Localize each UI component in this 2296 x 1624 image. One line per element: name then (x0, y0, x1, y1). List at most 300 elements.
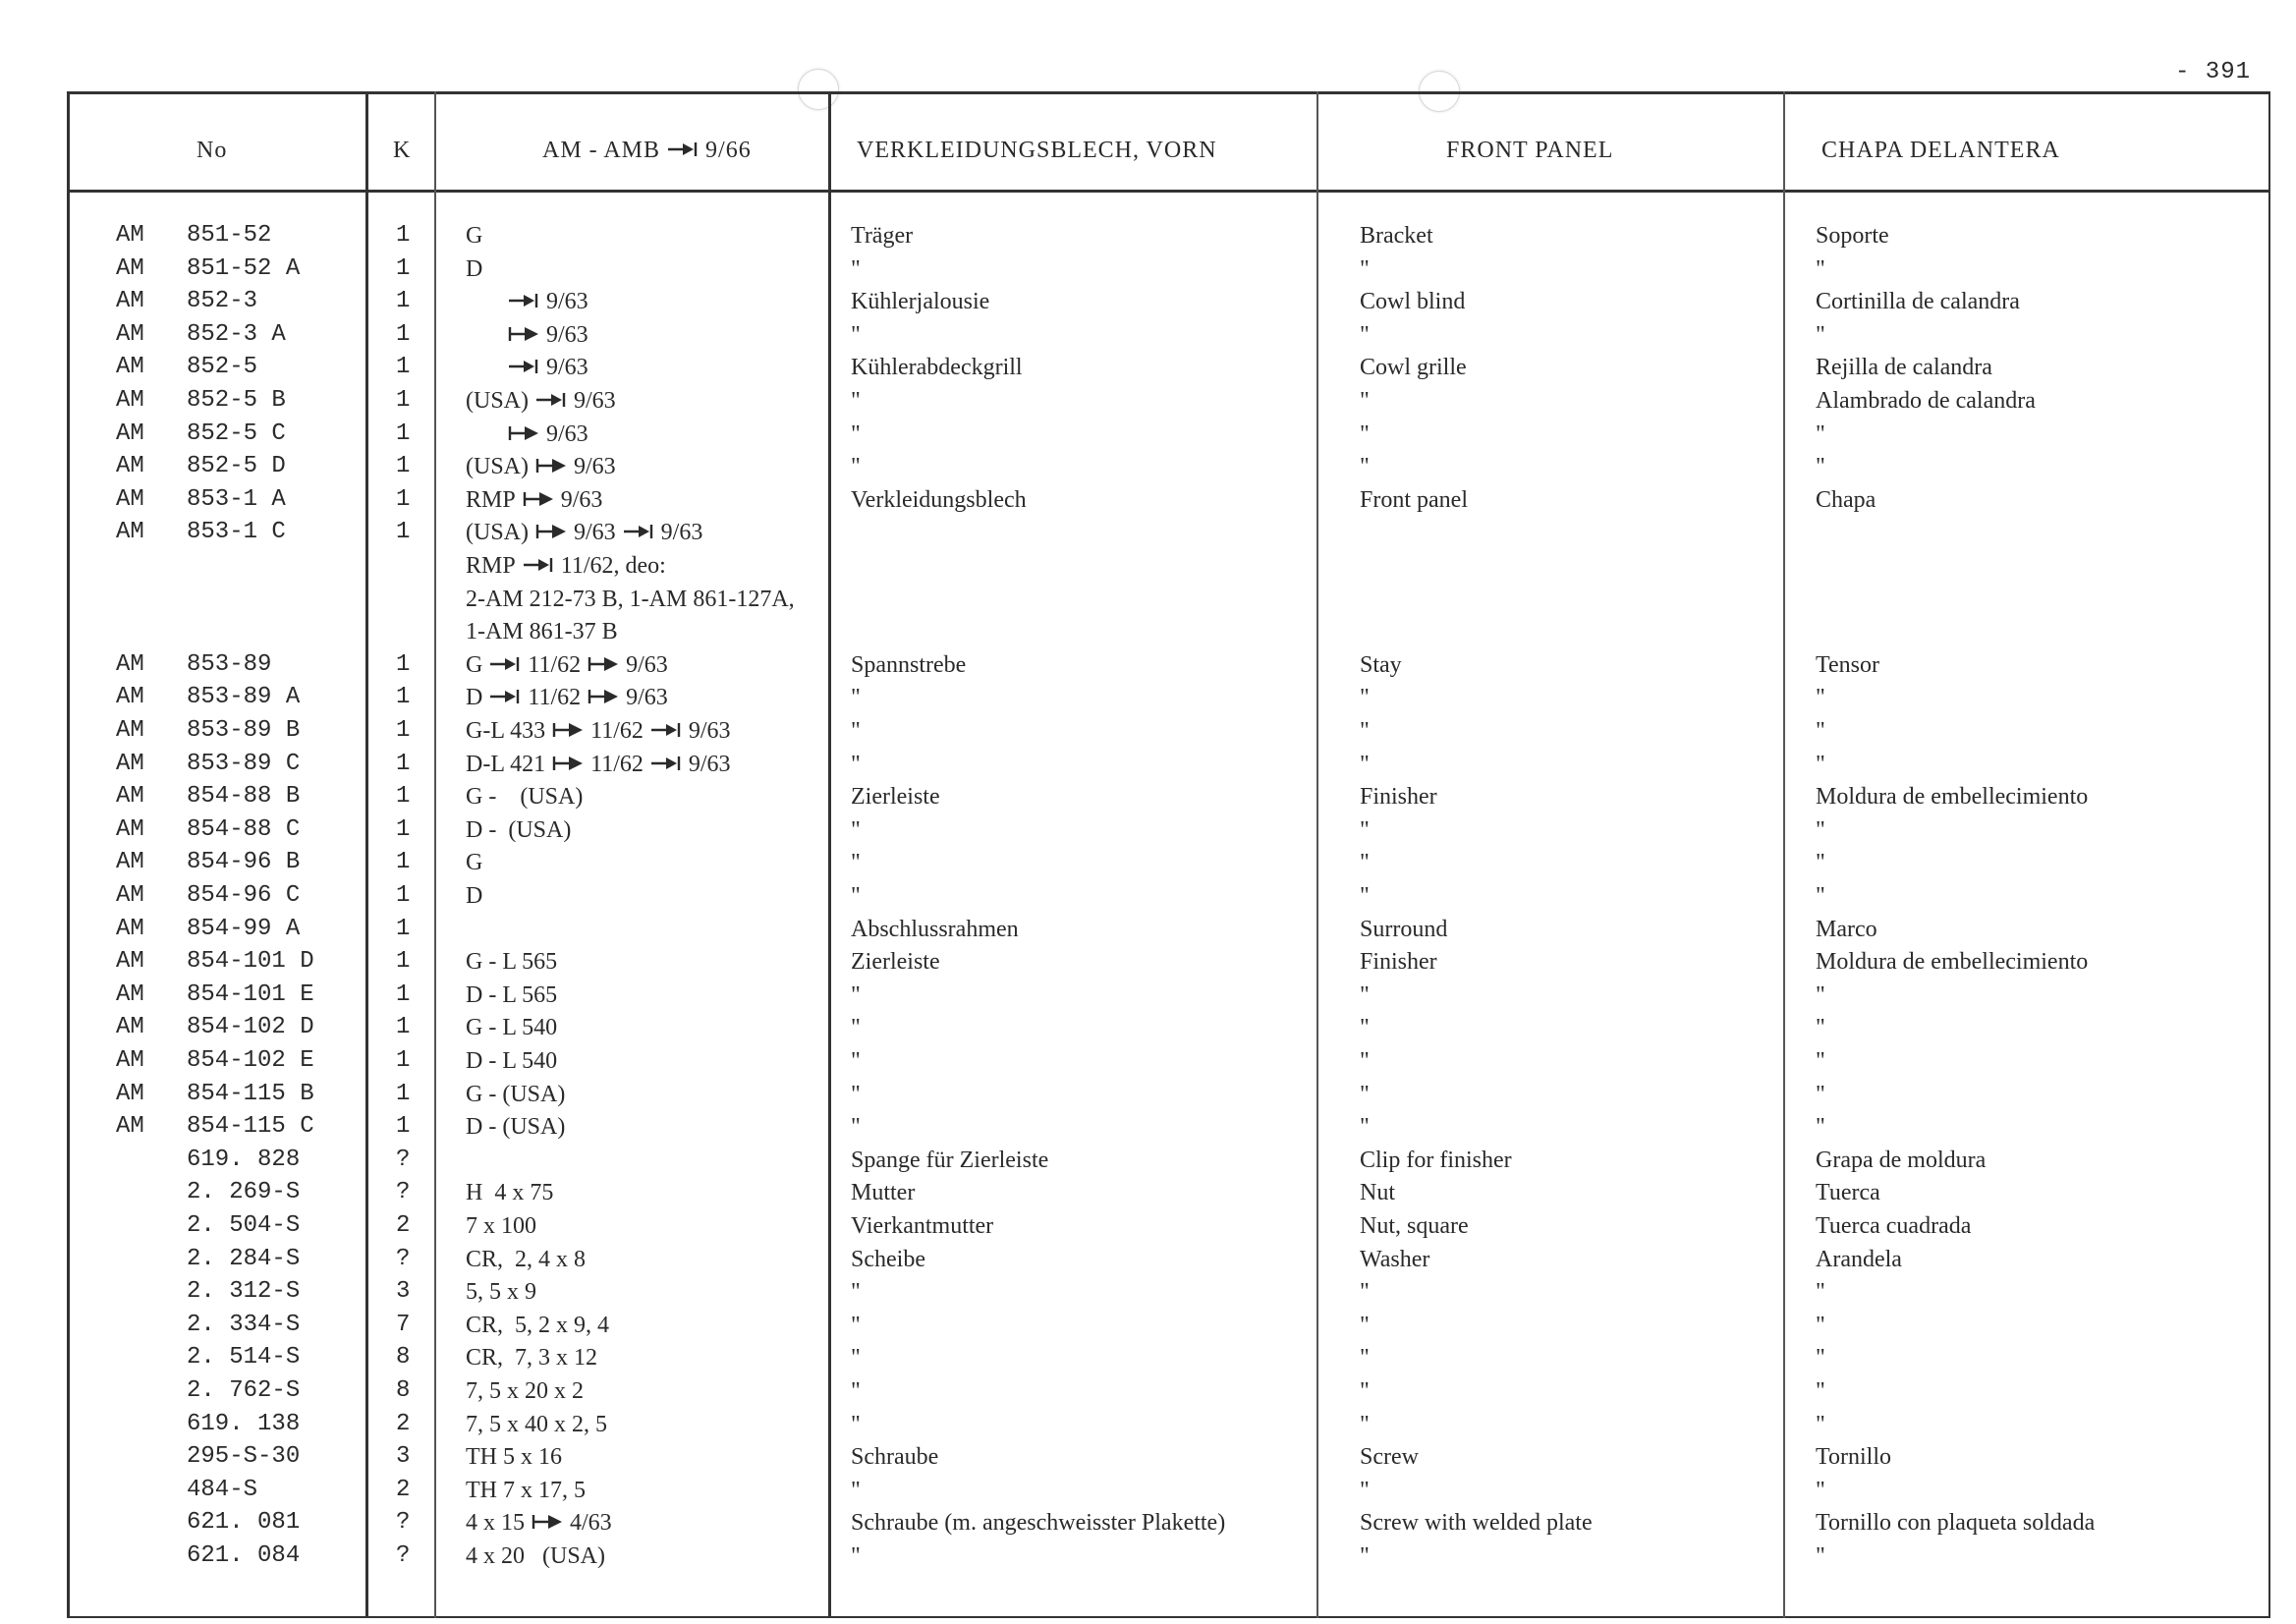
application-text: 9/63 (560, 487, 603, 513)
quantity: 1 (396, 354, 411, 380)
description-spanish: " (1816, 1015, 1825, 1040)
part-prefix: AM (116, 288, 144, 314)
application-text: CR, 5, 2 x 9, 4 (466, 1313, 610, 1338)
application-cell (466, 717, 731, 746)
application-cell (466, 288, 588, 316)
description-spanish: " (1816, 1543, 1825, 1569)
quantity: 2 (396, 1212, 411, 1239)
header-english: FRONT PANEL (1446, 138, 1614, 163)
quantity: 2 (396, 1477, 411, 1503)
description-spanish: " (1816, 883, 1825, 909)
description-spanish: " (1816, 850, 1825, 875)
part-number: 853-89 (187, 651, 272, 678)
part-number: 853-1 A (187, 486, 286, 513)
application-text: 11/62 (590, 718, 644, 744)
description-spanish: " (1816, 817, 1825, 843)
description-english: " (1360, 256, 1370, 282)
arrow-to-bar-icon (507, 289, 540, 316)
part-prefix: AM (116, 420, 144, 447)
quantity: 1 (396, 387, 411, 414)
application-cell (466, 751, 731, 779)
part-prefix: AM (116, 387, 144, 414)
part-number: 854-115 C (187, 1113, 314, 1140)
application-cell (466, 684, 668, 712)
part-prefix: AM (116, 486, 144, 513)
description-spanish: " (1816, 1345, 1825, 1371)
description-german: " (851, 817, 861, 843)
quantity: 1 (396, 916, 411, 942)
application-text: 9/63 (574, 388, 616, 414)
application-cell (466, 387, 616, 416)
part-number: 851-52 (187, 222, 272, 249)
description-spanish: Tuerca cuadrada (1816, 1213, 1972, 1239)
description-german: " (851, 1048, 861, 1074)
application-text: TH 7 x 17, 5 (466, 1478, 586, 1503)
description-german: Scheibe (851, 1247, 925, 1272)
bar-to-arrow-icon (534, 454, 568, 481)
quantity: 1 (396, 420, 411, 447)
arrow-to-bar-icon (488, 652, 522, 680)
description-english: " (1360, 752, 1370, 777)
description-german: " (851, 982, 861, 1008)
description-german: Spange für Zierleiste (851, 1148, 1049, 1173)
arrow-to-bar-icon (534, 388, 568, 416)
application-text: RMP (466, 487, 516, 513)
description-english: " (1360, 1543, 1370, 1569)
quantity: ? (396, 1542, 411, 1569)
description-german: Zierleiste (851, 784, 940, 810)
description-spanish: " (1816, 752, 1825, 777)
description-german: " (851, 1345, 861, 1371)
application-text: 9/63 (626, 685, 668, 710)
application-text: CR, 7, 3 x 12 (466, 1345, 598, 1371)
header-k: K (393, 138, 412, 163)
description-english: Bracket (1360, 223, 1433, 249)
part-number: 853-1 C (187, 519, 286, 545)
bar-to-arrow-icon (507, 421, 540, 449)
application-text: CR, 2, 4 x 8 (466, 1247, 587, 1272)
application-text: 5, 5 x 9 (466, 1279, 536, 1305)
description-english: " (1360, 1279, 1370, 1305)
description-german: " (851, 883, 861, 909)
application-text: 2-AM 212-73 B, 1-AM 861-127A, (466, 587, 795, 612)
bar-to-arrow-icon (551, 718, 585, 746)
description-english: " (1360, 1313, 1370, 1338)
description-english: Finisher (1360, 949, 1437, 975)
description-english: Cowl grille (1360, 355, 1467, 380)
application-cell (466, 1344, 597, 1372)
description-spanish: " (1816, 685, 1825, 710)
part-prefix: AM (116, 916, 144, 942)
arrow-to-bar-icon (666, 139, 700, 165)
application-cell (466, 618, 618, 645)
description-spanish: Tornillo con plaqueta soldada (1816, 1510, 2096, 1536)
application-cell (466, 1542, 605, 1570)
bar-to-arrow-icon (507, 322, 540, 350)
application-text: 11/62, deo: (560, 553, 666, 579)
description-spanish: " (1816, 1279, 1825, 1305)
part-prefix: AM (116, 1014, 144, 1040)
description-spanish: Moldura de embellecimiento (1816, 784, 2089, 810)
part-prefix: AM (116, 651, 144, 678)
application-cell (466, 453, 616, 481)
part-number: 854-96 C (187, 882, 301, 909)
description-german: Mutter (851, 1180, 916, 1205)
description-spanish: " (1816, 256, 1825, 282)
quantity: 3 (396, 1443, 411, 1470)
description-english: " (1360, 1082, 1370, 1107)
application-cell (466, 222, 482, 250)
description-german: Zierleiste (851, 949, 940, 975)
bar-to-arrow-icon (522, 487, 555, 515)
bar-to-arrow-icon (534, 520, 568, 547)
quantity: ? (396, 1179, 411, 1205)
description-spanish: Alambrado de calandra (1816, 388, 2036, 414)
application-text: RMP (466, 553, 516, 579)
column-divider (828, 91, 831, 1618)
description-german: " (851, 1412, 861, 1437)
description-german: " (851, 322, 861, 348)
description-spanish: " (1816, 1478, 1825, 1503)
description-english: " (1360, 982, 1370, 1008)
description-english: Screw (1360, 1444, 1419, 1470)
application-text: D (466, 256, 483, 282)
description-german: Schraube (m. angeschweisster Plakette) (851, 1510, 1226, 1536)
header-spanish: CHAPA DELANTERA (1821, 138, 2060, 163)
description-spanish: Tensor (1816, 652, 1879, 678)
application-cell (466, 1081, 565, 1108)
description-german: " (851, 454, 861, 479)
quantity: 1 (396, 684, 411, 710)
application-text: 9/63 (546, 322, 588, 348)
part-number: 2. 312-S (187, 1278, 301, 1305)
application-text: D-L 421 (466, 752, 546, 777)
part-number: 852-5 B (187, 387, 286, 414)
description-english: Nut, square (1360, 1213, 1469, 1239)
description-german: " (851, 256, 861, 282)
application-text: D - L 540 (466, 1048, 558, 1074)
application-text: 9/63 (574, 454, 616, 479)
description-spanish: Tornillo (1816, 1444, 1891, 1470)
part-number: 854-115 B (187, 1081, 314, 1107)
description-english: Front panel (1360, 487, 1468, 513)
quantity: 1 (396, 751, 411, 777)
quantity: 1 (396, 783, 411, 810)
part-prefix: AM (116, 519, 144, 545)
application-text: G - L 540 (466, 1015, 558, 1040)
description-english: " (1360, 817, 1370, 843)
application-text: G (466, 223, 483, 249)
application-cell (466, 552, 666, 581)
part-prefix: AM (116, 1047, 144, 1074)
part-number: 854-102 D (187, 1014, 314, 1040)
description-german: " (851, 718, 861, 744)
column-divider (1316, 91, 1318, 1618)
arrow-to-bar-icon (622, 520, 655, 547)
part-number: 854-88 B (187, 783, 301, 810)
application-text: 11/62 (528, 685, 582, 710)
page-number: - 391 (2175, 59, 2252, 85)
description-english: " (1360, 1345, 1370, 1371)
description-german: Vierkantmutter (851, 1213, 994, 1239)
header-no: No (196, 138, 228, 163)
application-cell (466, 486, 602, 515)
arrow-to-bar-icon (507, 355, 540, 382)
application-text: 9/63 (626, 652, 668, 678)
application-cell (466, 1278, 536, 1306)
description-spanish: Chapa (1816, 487, 1876, 513)
application-text: 7, 5 x 40 x 2, 5 (466, 1412, 607, 1437)
description-german: Kühlerjalousie (851, 289, 990, 314)
application-text: 4/63 (570, 1510, 612, 1536)
application-cell (466, 1246, 586, 1273)
application-text: 9/63 (546, 421, 588, 447)
part-prefix: AM (116, 783, 144, 810)
part-prefix: AM (116, 816, 144, 843)
quantity: ? (396, 1147, 411, 1173)
part-prefix: AM (116, 981, 144, 1008)
part-number: 854-102 E (187, 1047, 314, 1074)
quantity: ? (396, 1246, 411, 1272)
quantity: 1 (396, 519, 411, 545)
quantity: 1 (396, 981, 411, 1008)
part-number: 2. 514-S (187, 1344, 301, 1371)
application-cell (466, 1179, 553, 1206)
part-number: 484-S (187, 1477, 258, 1503)
part-number: 854-99 A (187, 916, 301, 942)
quantity: 1 (396, 717, 411, 744)
part-number: 852-3 (187, 288, 258, 314)
part-prefix: AM (116, 684, 144, 710)
quantity: 1 (396, 222, 411, 249)
application-cell (466, 1014, 557, 1041)
description-english: " (1360, 1114, 1370, 1140)
part-prefix: AM (116, 1081, 144, 1107)
application-text: 9/63 (660, 520, 703, 545)
description-german: Kühlerabdeckgrill (851, 355, 1023, 380)
description-spanish: " (1816, 1412, 1825, 1437)
description-english: Surround (1360, 917, 1448, 942)
column-divider (365, 91, 368, 1618)
quantity: 7 (396, 1312, 411, 1338)
application-text: D (466, 883, 483, 909)
description-spanish: " (1816, 1114, 1825, 1140)
part-number: 853-89 C (187, 751, 301, 777)
description-english: " (1360, 883, 1370, 909)
application-cell (466, 255, 482, 283)
description-english: " (1360, 421, 1370, 447)
quantity: ? (396, 1509, 411, 1536)
description-english: " (1360, 718, 1370, 744)
application-cell (466, 882, 482, 910)
quantity: 1 (396, 453, 411, 479)
description-english: Screw with welded plate (1360, 1510, 1593, 1536)
part-number: 852-5 (187, 354, 258, 380)
quantity: 1 (396, 1081, 411, 1107)
description-spanish: " (1816, 421, 1825, 447)
description-spanish: " (1816, 1048, 1825, 1074)
quantity: 1 (396, 816, 411, 843)
column-divider (1783, 91, 1785, 1618)
part-number: 854-101 D (187, 948, 314, 975)
application-text: TH 5 x 16 (466, 1444, 562, 1470)
description-german: " (851, 685, 861, 710)
application-text: G - (USA) (466, 784, 584, 810)
application-text: D - L 565 (466, 982, 558, 1008)
bar-to-arrow-icon (551, 752, 585, 779)
description-spanish: Soporte (1816, 223, 1889, 249)
bar-to-arrow-icon (531, 1510, 564, 1538)
application-text: 9/63 (688, 718, 731, 744)
description-english: Finisher (1360, 784, 1437, 810)
application-cell (466, 981, 557, 1009)
quantity: 1 (396, 255, 411, 282)
description-german: " (851, 1082, 861, 1107)
part-number: 852-5 D (187, 453, 286, 479)
application-text: 11/62 (590, 752, 644, 777)
application-cell (466, 816, 571, 844)
description-german: Spannstrebe (851, 652, 967, 678)
part-number: 2. 284-S (187, 1246, 301, 1272)
part-number: 852-5 C (187, 420, 286, 447)
quantity: 2 (396, 1411, 411, 1437)
description-german: " (851, 1543, 861, 1569)
description-spanish: Arandela (1816, 1247, 1902, 1272)
part-prefix: AM (116, 882, 144, 909)
description-german: " (851, 752, 861, 777)
application-text: G (466, 850, 483, 875)
bar-to-arrow-icon (587, 685, 620, 712)
application-cell (466, 1377, 584, 1405)
part-prefix: AM (116, 354, 144, 380)
application-cell (466, 783, 583, 811)
description-spanish: " (1816, 1378, 1825, 1404)
quantity: 1 (396, 882, 411, 909)
bar-to-arrow-icon (587, 652, 620, 680)
application-text: 4 x 20 (USA) (466, 1543, 605, 1569)
application-text: D (466, 685, 483, 710)
quantity: 1 (396, 486, 411, 513)
part-number: 852-3 A (187, 321, 286, 348)
application-text: (USA) (466, 520, 529, 545)
application-text: 4 x 15 (466, 1510, 525, 1536)
quantity: 1 (396, 321, 411, 348)
application-text (466, 421, 501, 447)
application-text (466, 322, 501, 348)
part-number: 295-S-30 (187, 1443, 301, 1470)
description-spanish: " (1816, 718, 1825, 744)
application-cell (466, 519, 702, 547)
part-number: 854-96 B (187, 849, 301, 875)
application-text: G - L 565 (466, 949, 558, 975)
description-german: Träger (851, 223, 914, 249)
header-model-label: AM - AMB (542, 138, 661, 163)
part-prefix: AM (116, 849, 144, 875)
part-prefix: AM (116, 255, 144, 282)
quantity: 1 (396, 288, 411, 314)
application-text: (USA) (466, 454, 529, 479)
arrow-to-bar-icon (488, 685, 522, 712)
header-model (542, 138, 752, 165)
description-spanish: " (1816, 1082, 1825, 1107)
quantity: 3 (396, 1278, 411, 1305)
application-cell (466, 1477, 586, 1504)
application-text: G (466, 652, 483, 678)
quantity: 1 (396, 1113, 411, 1140)
quantity: 8 (396, 1344, 411, 1371)
description-english: " (1360, 388, 1370, 414)
part-number: 2. 504-S (187, 1212, 301, 1239)
description-english: " (1360, 1478, 1370, 1503)
column-divider (434, 91, 436, 1618)
application-text: 1-AM 861-37 B (466, 619, 618, 644)
description-spanish: Moldura de embellecimiento (1816, 949, 2089, 975)
description-english: Cowl blind (1360, 289, 1466, 314)
part-number: 2. 762-S (187, 1377, 301, 1404)
description-german: Verkleidungsblech (851, 487, 1027, 513)
part-prefix: AM (116, 751, 144, 777)
application-cell (466, 1411, 607, 1438)
application-cell (466, 1212, 536, 1240)
description-english: " (1360, 322, 1370, 348)
description-spanish: Tuerca (1816, 1180, 1880, 1205)
description-english: Clip for finisher (1360, 1148, 1512, 1173)
application-text (466, 355, 501, 380)
application-text: 9/63 (574, 520, 616, 545)
description-english: Stay (1360, 652, 1402, 678)
application-cell (466, 321, 588, 350)
part-prefix: AM (116, 222, 144, 249)
quantity: 1 (396, 651, 411, 678)
application-text: D - (USA) (466, 817, 572, 843)
description-spanish: Rejilla de calandra (1816, 355, 1992, 380)
header-divider (67, 190, 2270, 193)
description-german: " (851, 421, 861, 447)
description-english: " (1360, 850, 1370, 875)
application-text: 9/63 (546, 289, 588, 314)
application-cell (466, 651, 668, 680)
description-german: " (851, 1378, 861, 1404)
application-cell (466, 1113, 565, 1141)
application-cell (466, 1312, 609, 1339)
arrow-to-bar-icon (522, 553, 555, 581)
description-spanish: " (1816, 1313, 1825, 1338)
header-german: VERKLEIDUNGSBLECH, VORN (857, 138, 1217, 163)
quantity: 1 (396, 849, 411, 875)
part-number: 2. 334-S (187, 1312, 301, 1338)
part-number: 854-88 C (187, 816, 301, 843)
part-number: 2. 269-S (187, 1179, 301, 1205)
application-text: 9/63 (688, 752, 731, 777)
part-number: 619. 828 (187, 1147, 301, 1173)
application-cell (466, 1509, 612, 1538)
description-german: " (851, 1478, 861, 1503)
application-text: H 4 x 75 (466, 1180, 554, 1205)
part-number: 853-89 B (187, 717, 301, 744)
description-english: Washer (1360, 1247, 1430, 1272)
application-text: 7, 5 x 20 x 2 (466, 1378, 584, 1404)
description-spanish: Cortinilla de calandra (1816, 289, 2020, 314)
description-spanish: " (1816, 982, 1825, 1008)
application-cell (466, 420, 588, 449)
part-prefix: AM (116, 321, 144, 348)
application-text: 11/62 (528, 652, 582, 678)
application-cell (466, 1047, 557, 1075)
application-text: 7 x 100 (466, 1213, 536, 1239)
description-german: " (851, 388, 861, 414)
description-german: " (851, 850, 861, 875)
description-spanish: " (1816, 454, 1825, 479)
